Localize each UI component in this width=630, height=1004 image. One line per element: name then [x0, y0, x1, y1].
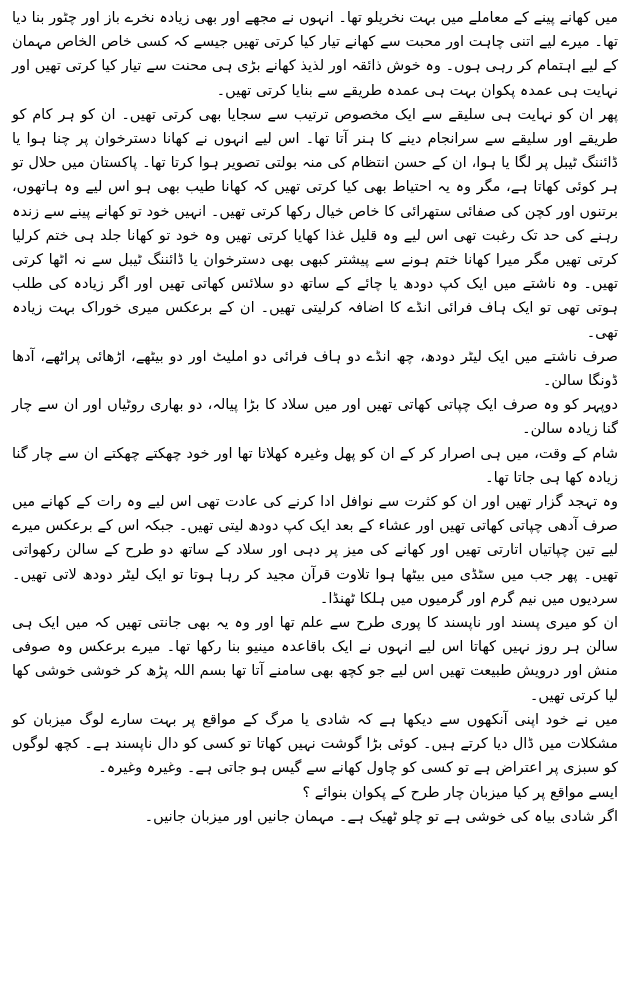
- paragraph-2: پھر ان کو نہایت ہی سلیقے سے ایک مخصوص ترتیب سے سجایا بھی کرتی تھیں۔ ان کو ہر کام کو طریقے اور سلیقے سے سرانجام دینے کا ہنر آتا تھا۔ اس لیے انہوں نے کھانا دسترخوان پر چنا ہوا یا ڈائننگ ٹیبل پر لگا یا ہوا، ان کے حسن انتظام کی منہ بولتی تصویر ہوا کرتا تھا۔ پاکستان میں حلال تو ہر کوئی کھاتا ہے، مگر وہ یہ احتیاط بھی کیا کرتی تھیں کہ کھانا طیب بھی ہو اس لیے وہ ہاتھوں، برتنوں اور کچن کی صفائی ستھرائی کا خاص خیال رکھا کرتی تھیں۔ انہیں خود تو کھانے پینے سے زندہ رہنے کی حد تک رغبت تھی اس لیے وہ قلیل غذا کھایا کرتی تھیں وہ خود تو کھانا جلد ہی ختم کرلیا کرتی تھیں مگر میرا کھانا ختم ہونے سے پیشتر کبھی بھی دسترخوان یا ڈائننگ ٹیبل سے نہ اٹھا کرتی تھیں۔ وہ ناشتے میں ایک کپ دودھ یا چائے کے ساتھ دو سلائس کھاتی تھیں اور اگر زیادہ کی طلب ہوتی تھی تو ایک ہاف فرائی انڈے کا اضافہ کرلیتی تھیں۔ ان کے برعکس میری خوراک بہت زیادہ تھی۔: [12, 106, 618, 341]
- paragraph-1: میں کھانے پینے کے معاملے میں بہت نخریلو تھا۔ انہوں نے مجھے اور بھی زیادہ نخرے باز اور چٹور بنا دیا تھا۔ میرے لیے اتنی چاہت اور محبت سے کھانے تیار کیا کرتی تھیں جیسے کہ کسی خاص الخاص مہمان کے لیے اہتمام کر رہی ہوں۔ وہ خوش ذائقہ اور لذیذ کھانے بڑی ہی محنت سے تیار کیا کرتی تھیں اور نہایت ہی عمدہ پکوان بہت ہی عمدہ طریقے سے بنایا کرتی تھیں۔: [12, 10, 618, 99]
- paragraph-4: دوپہر کو وہ صرف ایک چپاتی کھاتی تھیں اور میں سلاد کا بڑا پیالہ، دو بھاری روٹیاں اور ان سے چار گنا زیادہ سالن۔: [12, 397, 618, 438]
- paragraph-6: وہ تہجد گزار تھیں اور ان کو کثرت سے نوافل ادا کرنے کی عادت تھی اس لیے وہ رات کے کھانے میں صرف آدھی چپاتی کھاتی تھیں اور عشاء کے بعد ایک کپ دودھ لیتی تھیں۔ جبکہ اس کے برعکس میرے لیے تین چپاتیاں اتارتی تھیں اور کھانے کی میز پر دہی اور سلاد کے ساتھ دو طرح کے سالن رکھواتی تھیں۔ پھر جب میں سٹڈی میں بیٹھا ہوا تلاوت قرآن مجید کر رہا ہوتا تو ایک لیٹر دودھ لاتی تھیں۔ سردیوں میں نیم گرم اور گرمیوں میں ہلکا ٹھنڈا۔: [12, 494, 618, 607]
- paragraph-7: ان کو میری پسند اور ناپسند کا پوری طرح سے علم تھا اور وہ یہ بھی جانتی تھیں کہ میں ایک ہی سالن ہر روز نہیں کھاتا اس لیے انہوں نے ایک باقاعدہ مینیو بنا رکھا تھا۔ میرے برعکس وہ صوفی منش اور درویش طبیعت تھیں اس لیے جو کچھ بھی سامنے آتا تھا بسم اللہ پڑھ کر خوشی خوشی کھا لیا کرتی تھیں۔: [12, 615, 618, 704]
- paragraph-5: شام کے وقت، میں ہی اصرار کر کے ان کو پھل وغیرہ کھلاتا تھا اور خود چھکتے چھکتے ان سے چار گنا زیادہ کھا ہی جاتا تھا۔: [12, 445, 618, 486]
- paragraph-3: صرف ناشتے میں ایک لیٹر دودھ، چھ انڈے دو ہاف فرائی دو املیٹ اور دو بیٹھے، اڑھائی پراٹھے، آدھا ڈونگا سالن۔: [12, 348, 618, 390]
- paragraph-10: اگر شادی بیاہ کی خوشی ہے تو چلو ٹھیک ہے۔ مہمان جانیں اور میزبان جانیں۔: [144, 808, 618, 825]
- paragraph-8: میں نے خود اپنی آنکھوں سے دیکھا ہے کہ شادی یا مرگ کے مواقع پر بہت سارے لوگ میزبان کو مشکلات میں ڈال دیا کرتے ہیں۔ کوئی بڑا گوشت نہیں کھاتا تو کسی کو دال ناپسند ہے۔ کچھ لوگوں کو سبزی پر اعتراض ہے تو کسی کو چاول کھانے سے گیس ہو جاتی ہے۔ وغیرہ وغیرہ۔: [12, 711, 618, 777]
- paragraph-9: ایسے مواقع پر کیا میزبان چار طرح کے پکوان بنوائے ؟: [302, 784, 618, 801]
